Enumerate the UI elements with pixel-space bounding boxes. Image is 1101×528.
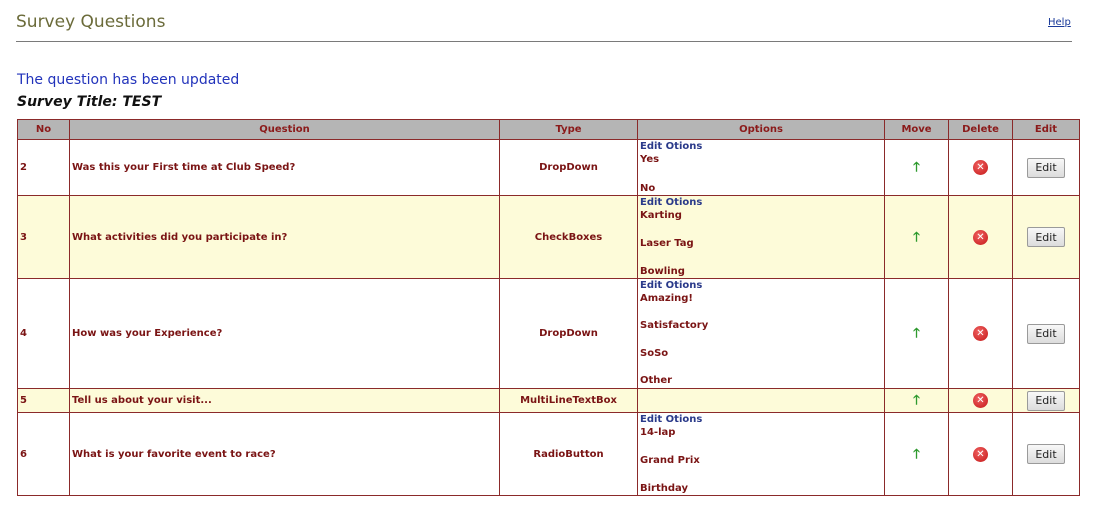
edit-button[interactable]: Edit [1027, 158, 1065, 178]
move-cell [885, 196, 949, 279]
question-text: How was your Experience? [70, 279, 500, 389]
column-header-move: Move [885, 120, 949, 140]
option-item: Satisfactory [640, 320, 709, 332]
column-header-type: Type [500, 120, 638, 140]
survey-title: Survey Title: TEST [17, 94, 162, 110]
table-row [18, 196, 1080, 279]
move-up-arrow-icon[interactable]: 🡑 [913, 393, 920, 408]
edit-options-link[interactable]: Edit Otions [640, 140, 703, 152]
delete-cell [949, 413, 1013, 496]
question-type: RadioButton [500, 413, 638, 496]
edit-cell [1013, 140, 1080, 196]
table-row [18, 413, 1080, 496]
option-item: No [640, 182, 656, 194]
column-header-delete: Delete [949, 120, 1013, 140]
option-item: SoSo [640, 347, 669, 359]
option-item: Karting [640, 209, 682, 221]
edit-options-link[interactable]: Edit Otions [640, 413, 703, 425]
delete-icon[interactable]: ✕ [973, 230, 988, 245]
option-item: Birthday [640, 482, 688, 494]
question-type: CheckBoxes [500, 196, 638, 279]
row-number: 4 [18, 279, 70, 389]
move-cell [885, 413, 949, 496]
options-cell [638, 389, 885, 413]
options-cell [638, 196, 885, 279]
option-item: Grand Prix [640, 454, 700, 466]
row-number: 5 [18, 389, 70, 413]
edit-options-link[interactable]: Edit Otions [640, 279, 703, 291]
table-header-row [18, 120, 1080, 140]
edit-button[interactable]: Edit [1027, 391, 1065, 411]
option-item: Other [640, 375, 673, 387]
delete-cell [949, 389, 1013, 413]
option-item: Laser Tag [640, 237, 694, 249]
question-text: Was this your First time at Club Speed? [70, 140, 500, 196]
row-number: 3 [18, 196, 70, 279]
question-type: DropDown [500, 279, 638, 389]
delete-icon[interactable]: ✕ [973, 326, 988, 341]
edit-button[interactable]: Edit [1027, 227, 1065, 247]
edit-cell [1013, 279, 1080, 389]
edit-button[interactable]: Edit [1027, 324, 1065, 344]
move-up-arrow-icon[interactable]: 🡑 [913, 446, 920, 462]
page-title: Survey Questions [16, 12, 166, 32]
row-number: 6 [18, 413, 70, 496]
help-link[interactable]: Help [1048, 17, 1071, 28]
row-number: 2 [18, 140, 70, 196]
table-row [18, 279, 1080, 389]
delete-cell [949, 140, 1013, 196]
edit-cell [1013, 389, 1080, 413]
option-item: Yes [640, 153, 660, 165]
delete-cell [949, 279, 1013, 389]
delete-icon[interactable]: ✕ [973, 447, 988, 462]
table-row [18, 140, 1080, 196]
question-type: MultiLineTextBox [500, 389, 638, 413]
options-cell [638, 140, 885, 196]
survey-questions-table [17, 119, 1080, 496]
delete-icon[interactable]: ✕ [973, 393, 988, 408]
table-row [18, 389, 1080, 413]
option-item: Bowling [640, 265, 685, 277]
column-header-edit: Edit [1013, 120, 1080, 140]
title-divider [16, 41, 1072, 42]
move-up-arrow-icon[interactable]: 🡑 [913, 160, 920, 175]
option-item: Amazing! [640, 292, 693, 304]
question-text: What is your favorite event to race? [70, 413, 500, 496]
edit-cell [1013, 413, 1080, 496]
options-cell [638, 279, 885, 389]
status-message: The question has been updated [17, 72, 240, 88]
move-up-arrow-icon[interactable]: 🡑 [913, 326, 920, 341]
edit-options-link[interactable]: Edit Otions [640, 196, 703, 208]
question-type: DropDown [500, 140, 638, 196]
column-header-no: No [18, 120, 70, 140]
move-cell [885, 279, 949, 389]
move-up-arrow-icon[interactable]: 🡑 [913, 229, 920, 245]
column-header-options: Options [638, 120, 885, 140]
column-header-question: Question [70, 120, 500, 140]
options-cell [638, 413, 885, 496]
move-cell [885, 389, 949, 413]
question-text: Tell us about your visit... [70, 389, 500, 413]
move-cell [885, 140, 949, 196]
edit-cell [1013, 196, 1080, 279]
question-text: What activities did you participate in? [70, 196, 500, 279]
option-item: 14-lap [640, 426, 676, 438]
edit-button[interactable]: Edit [1027, 444, 1065, 464]
delete-icon[interactable]: ✕ [973, 160, 988, 175]
delete-cell [949, 196, 1013, 279]
